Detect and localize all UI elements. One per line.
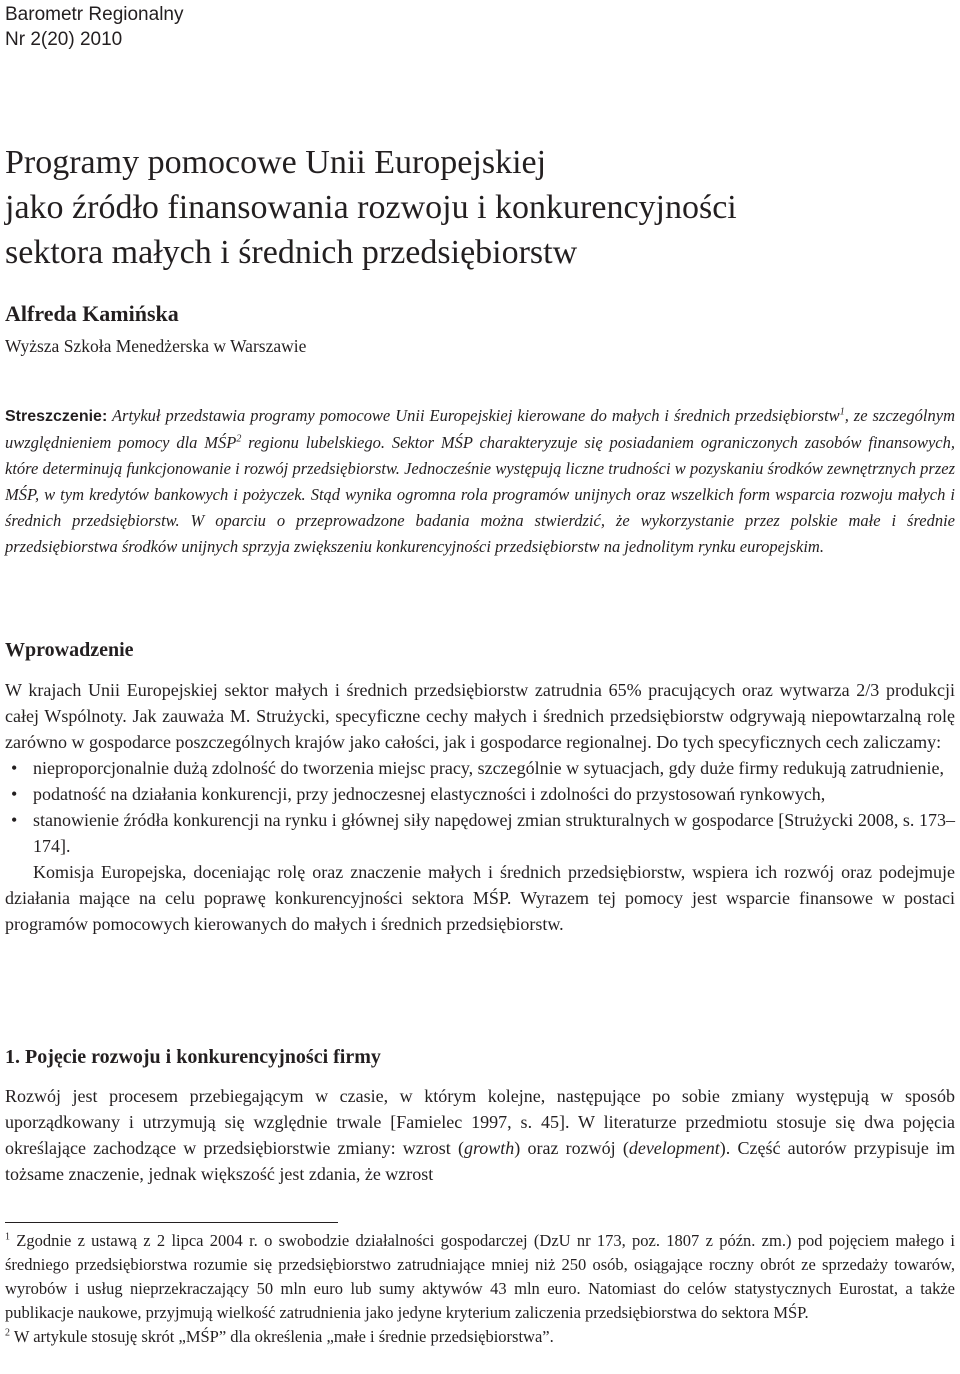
list-item-text: nieproporcjonalnie dużą zdolność do tworzenia miejsc pracy, szczególnie w sytuacjach, gdy duże firmy redukują zatrudnienie,: [33, 758, 944, 778]
abstract: [5, 403, 955, 560]
list-item: [5, 807, 955, 859]
list-item-text: stanowienie źródła konkurencji na rynku i głównej siły napędowej zmian strukturalnych w gospodarce [Strużycki 2008, s. 173–174].: [33, 810, 955, 856]
section-1-paragraph: [5, 1083, 955, 1187]
footnote-divider: [5, 1222, 338, 1223]
abstract-text: , ze szczególnym uwzględnieniem pomocy dla MŚP: [5, 406, 955, 452]
abstract-text: regionu lubelskiego. Sektor MŚP charakteryzuje się posiadaniem ograniczonych zasobów finansowych, które determinują funkcjonowanie i rozwój przedsiębiorstw. Jednocześnie występują liczne trudności w pozyskaniu środków zewnętrznych przez MŚP, w tym kredytów bankowych i pożyczek. Stąd wynika ogromna rola programów unijnych oraz wszelkich form wsparcia rozwoju małych i średnich przedsiębiorstw. W oparciu o przeprowadzone badania można stwierdzić, że wykorzystanie przez polskie małe i średnie przedsiębiorstwa środków unijnych sprzyja zwiększeniu konkurencyjności przedsiębiorstw na jednolitym rynku europejskim.: [5, 433, 955, 556]
feature-list: [5, 755, 955, 859]
bullet-icon: •: [11, 810, 18, 830]
footnotes: [5, 1229, 955, 1349]
footnote-mark-2: 2: [5, 1327, 10, 1339]
intro-body: [5, 677, 955, 937]
term-growth: growth: [463, 1138, 515, 1158]
abstract-text: Artykuł przedstawia programy pomocowe Unii Europejskiej kierowane do małych i średnich przedsiębiorstw: [107, 406, 840, 425]
journal-name: Barometr Regionalny: [5, 4, 184, 25]
author-affiliation: Wyższa Szkoła Menedżerska w Warszawie: [5, 336, 307, 356]
list-item-text: podatność na działania konkurencji, przy jednoczesnej elastyczności i zdolności do przystosowań rynkowych,: [33, 784, 826, 804]
title-line: sektora małych i średnich przedsiębiorstw: [5, 234, 578, 271]
journal-header: [5, 2, 183, 52]
section-1-text: ) oraz rozwój (: [514, 1138, 629, 1158]
bullet-icon: •: [11, 784, 18, 804]
author-name: Alfreda Kamińska: [5, 301, 179, 326]
intro-paragraph: Komisja Europejska, doceniając rolę oraz znaczenie małych i średnich przedsiębiorstw, wspiera ich rozwój oraz podejmuje działania mające na celu poprawę konkurencyjności sektora MŚP. Wyrazem tej pomocy jest wsparcie finansowe w postaci programów pomocowych kierowanych do małych i średnich przedsiębiorstw.: [5, 862, 955, 934]
intro-heading: Wprowadzenie: [5, 639, 134, 661]
intro-paragraph: W krajach Unii Europejskiej sektor małych i średnich przedsiębiorstw zatrudnia 65% pracujących oraz wytwarza 2/3 produkcji całej Wspólnoty. Jak zauważa M. Strużycki, specyficzne cechy małych i średnich przedsiębiorstw odgrywają niepowtarzalną rolę zarówno w gospodarce poszczególnych krajów jako całości, jak i gospodarce regionalnej. Do tych specyficznych cech zaliczamy:: [5, 680, 955, 752]
footnote-text: W artykule stosuję skrót „MŚP” dla określenia „małe i średnie przedsiębiorstwa”.: [10, 1327, 554, 1346]
term-development: development: [628, 1138, 720, 1158]
section-1-heading: 1. Pojęcie rozwoju i konkurencyjności firmy: [5, 1046, 381, 1068]
footnote-2: [5, 1325, 955, 1349]
title-line: Programy pomocowe Unii Europejskiej: [5, 144, 547, 181]
abstract-label: Streszczenie:: [5, 408, 108, 425]
article-title: [5, 140, 955, 275]
footnote-text: Zgodnie z ustawą z 2 lipca 2004 r. o swobodzie działalności gospodarczej (DzU nr 173, poz. 1807 z późn. zm.) pod pojęciem małego i średniego przedsiębiorstwa rozumie się przedsiębiorstwo zatrudniające mniej niż 250 osób, osiągające roczny obrót ze sprzedaży towarów, wyrobów i usług nieprzekraczający 50 mln euro lub sumy aktywów 43 mln euro. Natomiast do celów statystycznych Eurostat, a także publikacje naukowe, przyjmują wielkość zatrudnienia jako jedyne kryterium zaliczenia przedsiębiorstwa do sektora MŚP.: [5, 1231, 955, 1322]
footnote-ref-2[interactable]: 2: [236, 433, 242, 445]
journal-issue: Nr 2(20) 2010: [5, 29, 123, 50]
list-item: [5, 755, 955, 781]
section-1-text: Rozwój jest procesem przebiegającym w czasie, w którym kolejne, następujące po sobie zmiany występują w sposób uporządkowany i utrzymują się względnie trwale [Famielec 1997, s. 45]. W literaturze przedmiotu stosuje się dwa pojęcia określające zachodzące w przedsiębiorstwie zmiany: wzrost (: [5, 1086, 955, 1158]
section-1-text: ). Część autorów przypisuje im tożsame znaczenie, jednak większość jest zdania, że wzrost: [5, 1138, 956, 1184]
bullet-icon: •: [11, 758, 18, 778]
list-item: [5, 781, 955, 807]
footnote-1: [5, 1229, 955, 1325]
footnote-ref-1[interactable]: 1: [839, 406, 845, 418]
footnote-mark-1: 1: [5, 1231, 10, 1243]
title-line: jako źródło finansowania rozwoju i konkurencyjności: [5, 189, 737, 226]
